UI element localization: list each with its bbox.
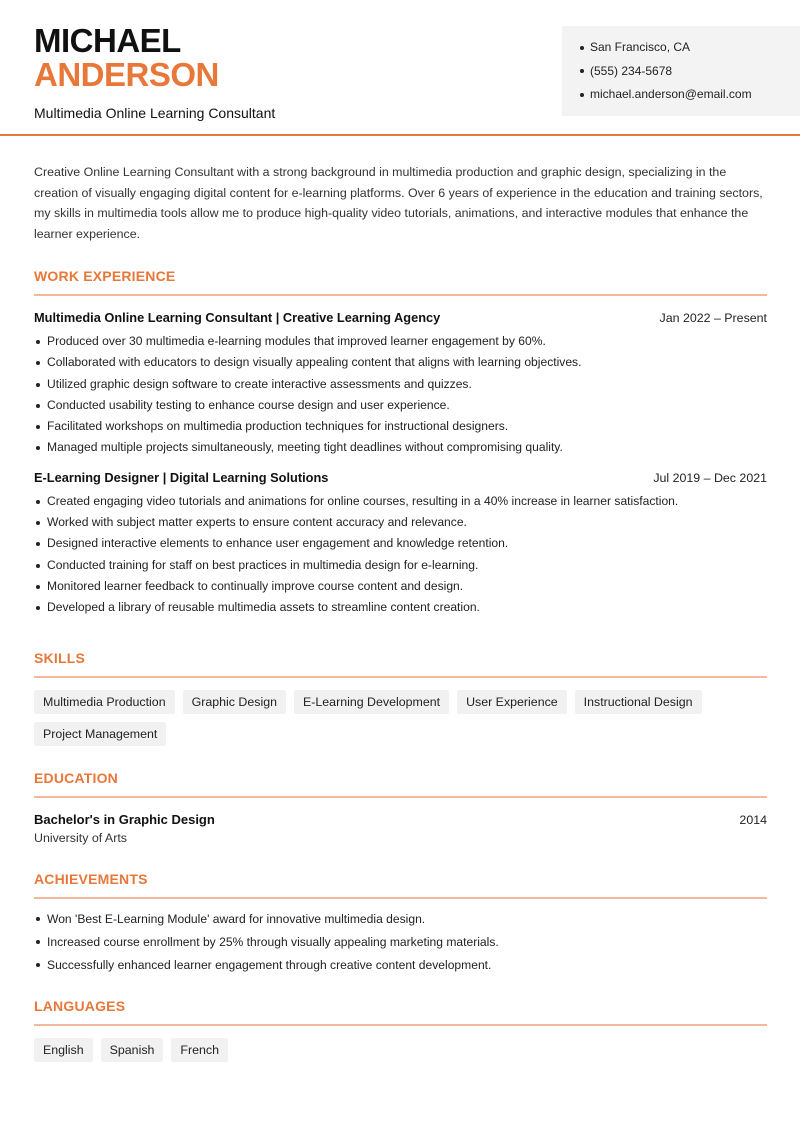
education-school: University of Arts [34, 831, 127, 845]
resume-body [34, 162, 767, 1057]
skills-tags [34, 690, 767, 746]
achievements-section [34, 871, 767, 976]
section-title-languages: LANGUAGES [34, 998, 126, 1014]
language-tag: Spanish [101, 1038, 164, 1062]
list-item: Increased course enrollment by 25% through visually appealing marketing materials. [34, 931, 767, 954]
language-tag: English [34, 1038, 93, 1062]
skill-tag: Graphic Design [183, 690, 286, 714]
contact-email-text: michael.anderson@email.com [590, 87, 752, 101]
summary: Creative Online Learning Consultant with a strong background in multimedia production and graphic design, specializing in the creation of visually engaging digital content for e-learning platforms. Over 6 years of experience in the education and training sectors, my skills in multimedia tools allow me to produce high-quality video tutorials, animations, and interactive modules that enhance the learner experience. [34, 165, 763, 241]
job-title: Multimedia Online Learning Consultant [34, 105, 276, 121]
contact-location [580, 36, 800, 60]
skills-section [34, 650, 767, 746]
job-bullets [34, 331, 767, 459]
last-name: ANDERSON [34, 56, 219, 93]
bullet-icon [580, 69, 584, 73]
resume-header [0, 0, 800, 136]
language-tag: French [171, 1038, 228, 1062]
job-header [34, 310, 767, 325]
list-item: Created engaging video tutorials and animations for online courses, resulting in a 40% increase in learner satisfaction. [34, 491, 767, 512]
section-title-achievements: ACHIEVEMENTS [34, 871, 148, 887]
list-item: Worked with subject matter experts to ensure content accuracy and relevance. [34, 512, 767, 533]
education-entry [34, 812, 767, 845]
list-item: Won 'Best E-Learning Module' award for innovative multimedia design. [34, 908, 767, 931]
list-item: Developed a library of reusable multimedia assets to streamline content creation. [34, 597, 767, 618]
education-section [34, 770, 767, 845]
bullet-icon [580, 46, 584, 50]
list-item: Managed multiple projects simultaneously, meeting tight deadlines without compromising quality. [34, 437, 767, 458]
section-divider [34, 1024, 767, 1026]
list-item: Collaborated with educators to design visually appealing content that aligns with learning objectives. [34, 352, 767, 373]
list-item: Monitored learner feedback to continually improve course content and design. [34, 576, 767, 597]
achievements-list [34, 908, 767, 976]
job-role: Multimedia Online Learning Consultant | Creative Learning Agency [34, 310, 441, 325]
education-year: 2014 [739, 813, 767, 827]
list-item: Conducted usability testing to enhance course design and user experience. [34, 395, 767, 416]
job-entry [34, 310, 767, 459]
job-date: Jan 2022 – Present [659, 311, 767, 325]
language-tags [34, 1038, 767, 1062]
section-title-work: WORK EXPERIENCE [34, 268, 176, 284]
contact-email [580, 83, 800, 107]
list-item: Utilized graphic design software to create interactive assessments and quizzes. [34, 374, 767, 395]
contact-phone [580, 60, 800, 84]
job-bullets [34, 491, 767, 619]
education-degree: Bachelor's in Graphic Design [34, 812, 215, 827]
job-date: Jul 2019 – Dec 2021 [653, 470, 767, 485]
languages-section [34, 998, 767, 1062]
job-header [34, 470, 767, 485]
list-item: Successfully enhanced learner engagement through creative content development. [34, 954, 767, 977]
work-experience-section [34, 268, 767, 619]
section-title-education: EDUCATION [34, 770, 118, 786]
skill-tag: Multimedia Production [34, 690, 175, 714]
job-role: E-Learning Designer | Digital Learning Solutions [34, 469, 329, 485]
section-divider [34, 897, 767, 899]
section-divider [34, 796, 767, 798]
contact-phone-text: (555) 234-5678 [590, 63, 673, 78]
skill-tag: User Experience [457, 690, 567, 714]
list-item: Designed interactive elements to enhance user engagement and knowledge retention. [34, 533, 767, 554]
list-item: Facilitated workshops on multimedia production techniques for instructional designers. [34, 416, 767, 437]
contact-location-text: San Francisco, CA [590, 40, 691, 54]
first-name: MICHAEL [34, 22, 181, 59]
education-header [34, 812, 767, 827]
section-title-skills: SKILLS [34, 650, 85, 666]
bullet-icon [580, 93, 584, 97]
section-divider [34, 676, 767, 678]
skill-tag: E-Learning Development [294, 690, 449, 714]
job-entry [34, 470, 767, 619]
skill-tag: Project Management [34, 722, 166, 746]
section-divider [34, 294, 767, 296]
list-item: Produced over 30 multimedia e-learning modules that improved learner engagement by 60%. [34, 331, 767, 352]
name-block [34, 24, 275, 121]
list-item: Conducted training for staff on best practices in multimedia design for e-learning. [34, 555, 767, 576]
contact-box [562, 26, 800, 116]
skill-tag: Instructional Design [575, 690, 702, 714]
